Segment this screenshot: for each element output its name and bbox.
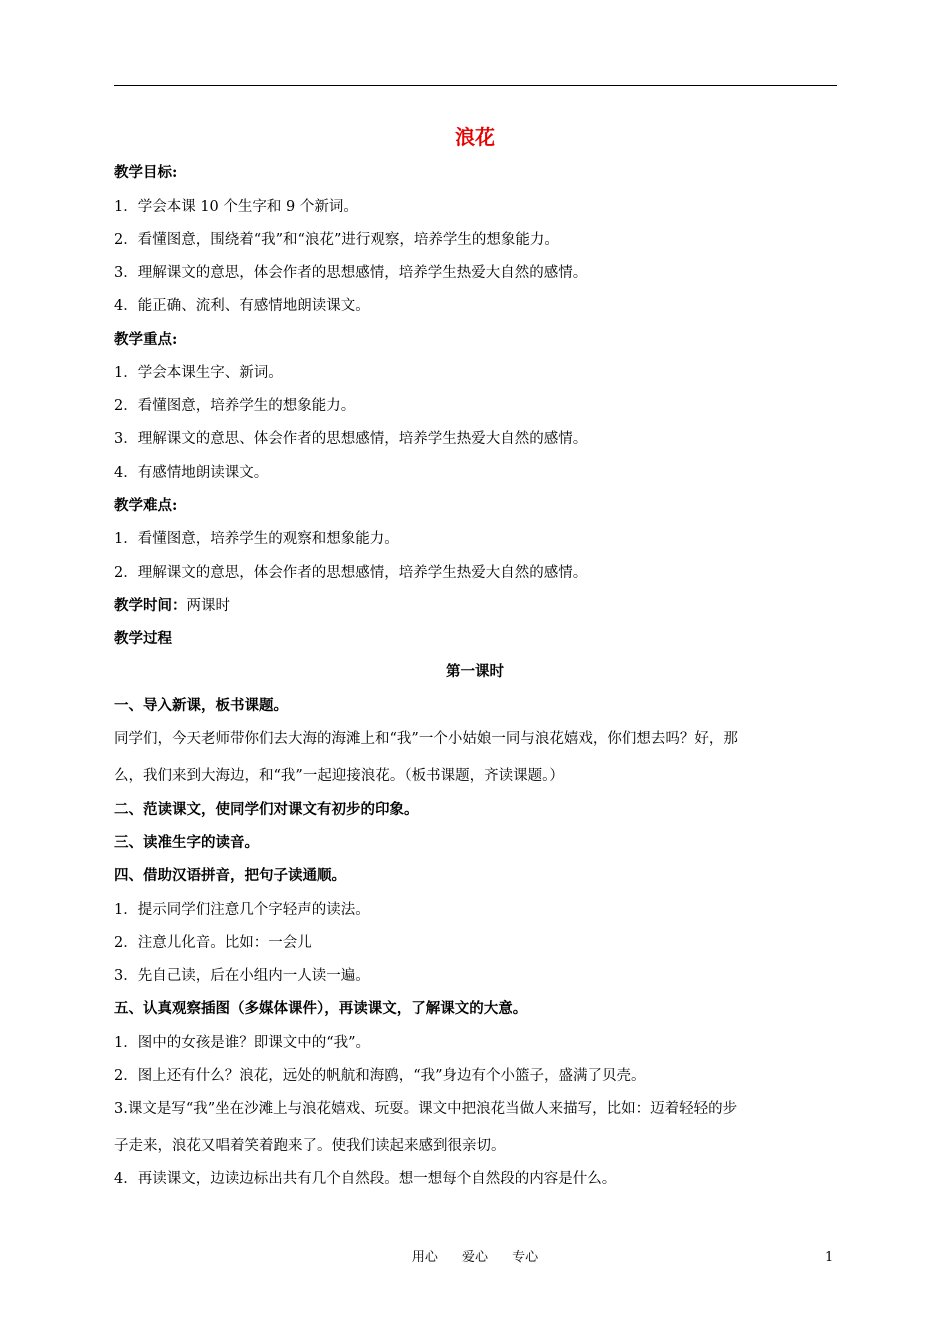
objective-2: 2．看懂图意，围绕着“我”和“浪花”进行观察，培养学生的想象能力。 (114, 232, 559, 248)
section-3-heading: 三、读准生字的读音。 (114, 834, 259, 851)
section-5-item-3-line-1: 3.课文是写“我”坐在沙滩上与浪花嬉戏、玩耍。课文中把浪花当做人来描写，比如：迈着轻轻的步 (114, 1101, 738, 1117)
document-title: 浪花 (455, 125, 495, 149)
key-point-3: 3．理解课文的意思、体会作者的思想感情，培养学生热爱大自然的感情。 (114, 431, 588, 447)
header-rule (114, 85, 837, 86)
section-4-item-2: 2．注意儿化音。比如：一会儿 (114, 935, 312, 951)
section-2-heading: 二、范读课文，使同学们对课文有初步的印象。 (114, 801, 419, 818)
key-point-4: 4．有感情地朗读课文。 (114, 465, 269, 481)
heading-difficulties: 教学难点: (114, 497, 178, 514)
key-point-1: 1．学会本课生字、新词。 (114, 365, 283, 381)
section-1-paragraph-line-1: 同学们，今天老师带你们去大海的海滩上和“我”一个小姑娘一同与浪花嬉戏，你们想去吗？好，那 (114, 731, 738, 747)
difficulty-2: 2．理解课文的意思，体会作者的思想感情，培养学生热爱大自然的感情。 (114, 565, 588, 581)
section-5-item-4: 4．再读课文，边读边标出共有几个自然段。想一想每个自然段的内容是什么。 (114, 1171, 617, 1187)
section-5-item-1: 1．图中的女孩是谁？即课文中的“我”。 (114, 1035, 371, 1051)
section-5-item-2: 2．图上还有什么？浪花，远处的帆航和海鸥，“我”身边有个小篮子，盛满了贝壳。 (114, 1068, 646, 1084)
footer-word-1: 用心 (411, 1250, 438, 1265)
page-footer (0, 1249, 950, 1267)
teaching-time-value: 两课时 (186, 598, 230, 614)
footer-word-3: 专心 (512, 1250, 539, 1265)
section-5-item-3-line-2: 子走来，浪花又唱着笑着跑来了。使我们读起来感到很亲切。 (114, 1138, 506, 1154)
footer-word-2: 爱心 (461, 1250, 488, 1265)
section-5-heading: 五、认真观察插图（多媒体课件），再读课文，了解课文的大意。 (114, 1000, 528, 1017)
teaching-time-label: 教学时间： (114, 597, 187, 614)
teaching-time (114, 596, 230, 616)
objective-4: 4．能正确、流利、有感情地朗读课文。 (114, 298, 370, 314)
objective-3: 3．理解课文的意思，体会作者的思想感情，培养学生热爱大自然的感情。 (114, 265, 588, 281)
heading-key-points: 教学重点: (114, 331, 178, 348)
heading-process: 教学过程 (114, 630, 172, 647)
section-1-paragraph-line-2: 么，我们来到大海边，和“我”一起迎接浪花。（板书课题，齐读课题。） (114, 768, 564, 784)
section-4-item-1: 1．提示同学们注意几个字轻声的读法。 (114, 902, 370, 918)
section-1-heading: 一、导入新课，板书课题。 (114, 697, 288, 714)
key-point-2: 2．看懂图意，培养学生的想象能力。 (114, 398, 356, 414)
heading-objectives: 教学目标: (114, 164, 178, 181)
page-number: 1 (825, 1250, 834, 1265)
lesson-heading: 第一课时 (446, 663, 504, 680)
difficulty-1: 1．看懂图意，培养学生的观察和想象能力。 (114, 531, 399, 547)
objective-1: 1．学会本课 10 个生字和 9 个新词。 (114, 199, 358, 215)
section-4-heading: 四、借助汉语拼音，把句子读通顺。 (114, 867, 346, 884)
section-4-item-3: 3．先自己读，后在小组内一人读一遍。 (114, 968, 370, 984)
